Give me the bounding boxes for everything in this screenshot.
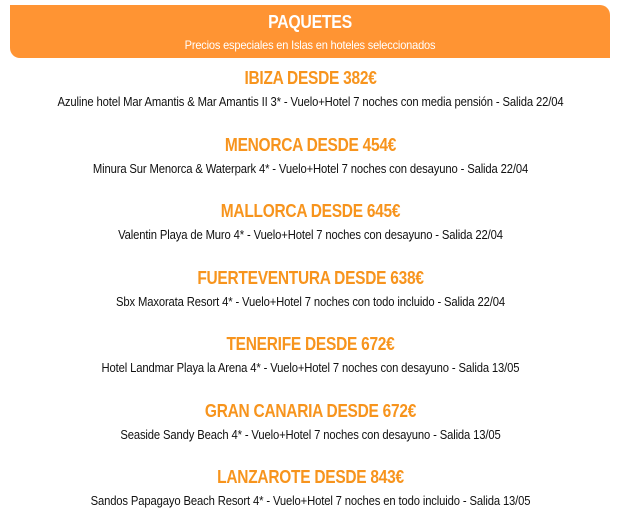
offer-description: Sandos Papagayo Beach Resort 4* - Vuelo+Hotel 7 noches en todo incluido - Salida 13/05 (90, 494, 531, 508)
offer-list (0, 66, 621, 532)
offer-title[interactable]: MENORCA DESDE 454€ (224, 134, 397, 155)
offer-mallorca (0, 199, 621, 266)
page-title: PAQUETES (268, 12, 352, 32)
offer-fuerteventura (0, 266, 621, 333)
offer-tenerife (0, 332, 621, 399)
offer-description: Valentin Playa de Muro 4* - Vuelo+Hotel 7 noches con desayuno - Salida 22/04 (118, 228, 503, 242)
offer-description: Sbx Maxorata Resort 4* - Vuelo+Hotel 7 noches con todo incluido - Salida 22/04 (116, 294, 505, 309)
offer-description: Minura Sur Menorca & Waterpark 4* - Vuelo+Hotel 7 noches con desayuno - Salida 22/04 (92, 161, 529, 176)
page-subtitle: Precios especiales en Islas en hoteles seleccionados (184, 38, 436, 52)
offer-gran-canaria (0, 399, 621, 466)
header-banner (10, 5, 610, 58)
offer-title[interactable]: IBIZA DESDE 382€ (244, 68, 377, 88)
offer-title[interactable]: FUERTEVENTURA DESDE 638€ (197, 267, 424, 288)
offer-title[interactable]: LANZAROTE DESDE 843€ (217, 467, 404, 487)
offer-lanzarote (0, 465, 621, 532)
offer-description: Azuline hotel Mar Amantis & Mar Amantis II 3* - Vuelo+Hotel 7 noches con media pensión - Salida 22/04 (57, 95, 564, 109)
offer-description: Hotel Landmar Playa la Arena 4* - Vuelo+Hotel 7 noches con desayuno - Salida 13/05 (101, 361, 520, 375)
offer-ibiza (0, 66, 621, 133)
offer-menorca (0, 133, 621, 200)
offer-title[interactable]: TENERIFE DESDE 672€ (226, 334, 395, 354)
offer-title[interactable]: GRAN CANARIA DESDE 672€ (204, 400, 417, 421)
offer-description: Seaside Sandy Beach 4* - Vuelo+Hotel 7 noches con desayuno - Salida 13/05 (120, 427, 501, 442)
offer-title[interactable]: MALLORCA DESDE 645€ (220, 201, 401, 221)
